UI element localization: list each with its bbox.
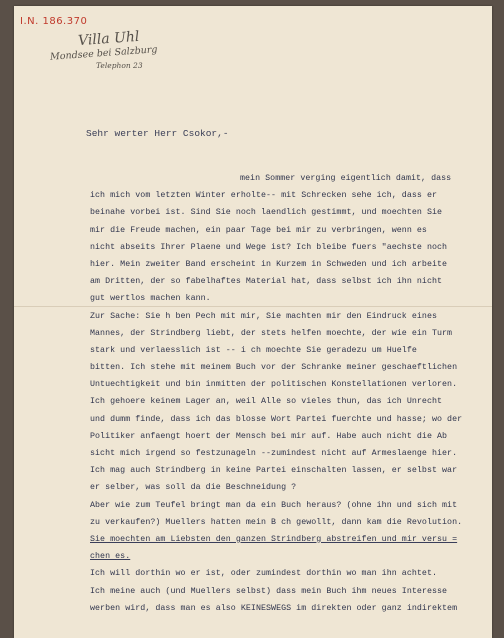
letter-body — [90, 170, 490, 617]
letter-line: zu verkaufen?) Muellers hatten mein B ch gewollt, dann kam die Revolution. — [90, 517, 463, 527]
letter-line: er selber, was soll da die Beschneidung ? — [90, 483, 297, 493]
archive-stamp: I.N. 186.370 — [20, 16, 88, 27]
letterhead-phone: Telephon 23 — [96, 61, 143, 70]
letter-line: beinahe vorbei ist. Sind Sie noch laendlich gestimmt, und moechten Sie — [90, 208, 443, 218]
letter-line: Ich mag auch Strindberg in keine Partei einschalten lassen, er selbst war — [90, 466, 458, 476]
letter-line: ich mich vom letzten Winter erholte-- mit Schrecken sehe ich, dass er — [90, 191, 437, 201]
letter-page — [14, 6, 492, 638]
letterhead — [50, 30, 158, 70]
letter-line: sicht mich irgend so festzunageln --zumindest nicht auf Armeslaenge hier. — [90, 449, 458, 458]
letter-line: Sie moechten am Liebsten den ganzen Strindberg abstreifen und mir versu = — [90, 534, 458, 544]
letter-line: Aber wie zum Teufel bringt man da ein Buch heraus? (ohne ihn und sich mit — [90, 500, 458, 510]
letter-line: Ich gehoere keinem Lager an, weil Alle so vieles thun, das ich Unrecht — [90, 397, 443, 407]
letter-line: Politiker anfaengt hoert der Mensch bei mir auf. Habe auch nicht die Ab — [90, 431, 448, 441]
letter-line: mein Sommer verging eigentlich damit, dass — [240, 174, 452, 183]
letter-line: und dumm finde, dass ich das blosse Wort Partei fuerchte und hasse; wo der — [90, 414, 463, 424]
letter-line: gut wertlos machen kann. — [90, 294, 211, 304]
letter-line: stark und verlaesslich ist -- i ch moechte Sie geradezu um Huelfe — [90, 345, 417, 355]
letter-line: nicht abseits Ihrer Plaene und Wege ist? Ich bleibe fuers "aechste noch — [90, 242, 448, 252]
letter-line: Ich will dorthin wo er ist, oder zumindest dorthin wo man ihn achtet. — [90, 569, 437, 579]
letterhead-place: Mondsee bei Salzburg — [49, 44, 158, 63]
letter-line: werben wird, dass man es also KEINESWEGS im direkten oder ganz indirektem — [90, 603, 458, 613]
letter-line: am Dritten, der so fabelhaftes Material hat, dass selbst ich ihn nicht — [90, 277, 443, 287]
salutation: Sehr werter Herr Csokor,- — [86, 128, 229, 139]
letter-line: bitten. Ich stehe mit meinem Buch vor der Schranke meiner geschaeftlichen — [90, 363, 458, 373]
letter-line: Mannes, der Strindberg liebt, der stets helfen moechte, der wie ein Turm — [90, 328, 453, 338]
letter-line: Zur Sache: Sie h ben Pech mit mir, Sie machten mir den Eindruck eines — [90, 311, 437, 321]
letter-line: chen es. — [90, 552, 131, 562]
letter-line: mir die Freude machen, ein paar Tage bei mir zu verbringen, wenn es — [90, 225, 427, 235]
letter-line: Ich meine auch (und Muellers selbst) dass mein Buch ihm neues Interesse — [90, 586, 448, 596]
letter-line: hier. Mein zweiter Band erscheint in Kurzem in Schweden und ich arbeite — [90, 259, 448, 269]
letter-line: Untuechtigkeit und bin inmitten der politischen Konstellationen verloren. — [90, 380, 458, 390]
letterhead-name: Villa Uhl — [77, 28, 140, 50]
